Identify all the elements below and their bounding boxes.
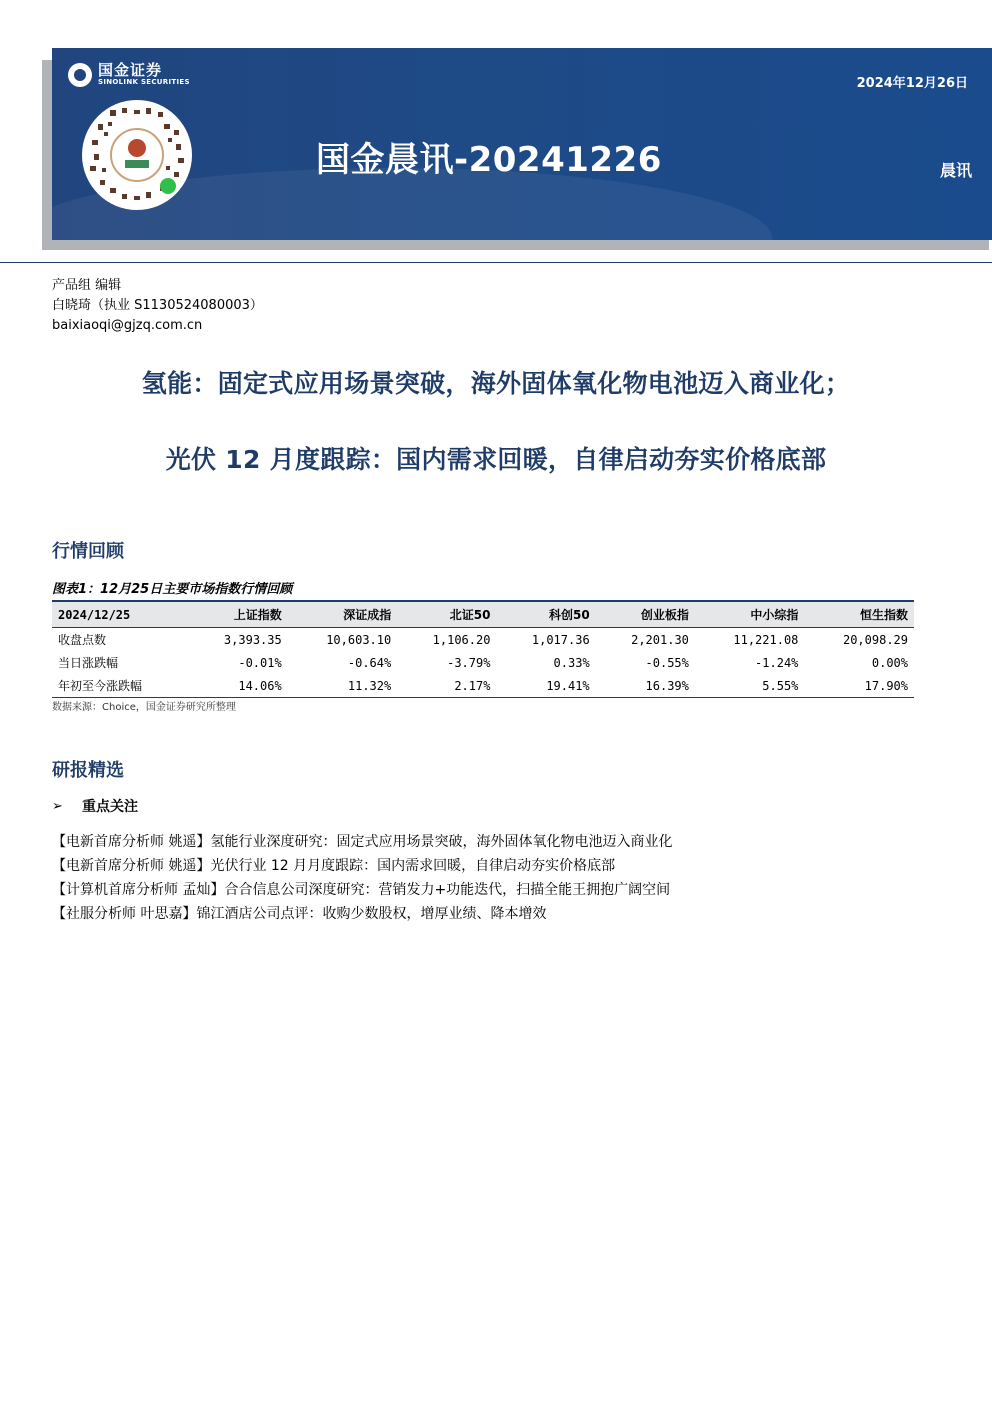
table-cell: 16.39% bbox=[596, 674, 695, 698]
table-cell: 10,603.10 bbox=[326, 632, 392, 647]
list-item[interactable]: 【电新首席分析师 姚遥】氢能行业深度研究：固定式应用场景突破，海外固体氧化物电池迈入商业化 bbox=[52, 834, 673, 850]
row-label: 年初至今涨跌幅 bbox=[52, 674, 189, 698]
table-cell: 19.41% bbox=[496, 674, 595, 698]
table-cell: 17.90% bbox=[804, 674, 914, 698]
column-header: 中小综指 bbox=[695, 601, 805, 628]
column-header: 北证50 bbox=[397, 601, 496, 628]
table-cell: 11.32% bbox=[288, 674, 398, 698]
qr-code-icon bbox=[82, 100, 192, 210]
header-banner bbox=[52, 48, 992, 240]
column-header: 恒生指数 bbox=[804, 601, 914, 628]
column-header: 创业板指 bbox=[596, 601, 695, 628]
focus-label: 重点关注 bbox=[82, 799, 138, 815]
arrow-right-icon: ➢ bbox=[52, 798, 63, 814]
table-row bbox=[52, 651, 914, 674]
logo-mark-icon bbox=[68, 63, 92, 87]
list-item[interactable]: 【计算机首席分析师 孟灿】合合信息公司深度研究：营销发力+功能迭代，扫描全能王拥抱广阔空间 bbox=[52, 882, 671, 898]
table-cell: 20,098.29 bbox=[842, 632, 908, 647]
brand-name-cn: 国金证券 bbox=[98, 61, 163, 79]
table-cell: -0.01% bbox=[238, 655, 282, 670]
list-item[interactable]: 【电新首席分析师 姚遥】光伏行业 12 月月度跟踪：国内需求回暖，自律启动夯实价格底部 bbox=[52, 858, 616, 874]
table-cell: 2.17% bbox=[397, 674, 496, 698]
column-header: 2024/12/25 bbox=[52, 601, 189, 628]
section-title-research: 研报精选 bbox=[52, 760, 124, 781]
list-item[interactable]: 【社服分析师 叶思嘉】锦江酒店公司点评：收购少数股权，增厚业绩、降本增效 bbox=[52, 906, 547, 922]
brand-name-en: SINOLINK SECURITIES bbox=[98, 78, 190, 86]
table-cell: 3,393.35 bbox=[223, 632, 282, 647]
table-row bbox=[52, 628, 914, 652]
section-title-market-review: 行情回顾 bbox=[52, 541, 124, 562]
table-cell: -3.79% bbox=[447, 655, 491, 670]
table-cell: 2,201.30 bbox=[631, 632, 689, 647]
figure-title: 图表1：12月25日主要市场指数行情回顾 bbox=[52, 582, 293, 597]
column-header: 科创50 bbox=[496, 601, 595, 628]
table-cell: 1,106.20 bbox=[432, 632, 491, 647]
focus-heading bbox=[52, 796, 138, 816]
editor-name: 白晓琦（执业 S1130524080003） bbox=[52, 298, 263, 313]
table-cell: 14.06% bbox=[189, 674, 288, 698]
editor-email[interactable]: baixiaoqi@gjzq.com.cn bbox=[52, 318, 203, 333]
table-header-row bbox=[52, 601, 914, 628]
report-date: 2024年12月26日 bbox=[856, 76, 968, 91]
table-row bbox=[52, 674, 914, 698]
table-cell: 5.55% bbox=[695, 674, 805, 698]
market-index-table bbox=[52, 600, 914, 698]
headline-2: 光伏 12 月度跟踪：国内需求回暖，自律启动夯实价格底部 bbox=[165, 445, 827, 474]
report-list bbox=[52, 830, 672, 926]
row-label: 当日涨跌幅 bbox=[58, 656, 119, 670]
table-cell: -1.24% bbox=[755, 655, 799, 670]
table-cell: 1,017.36 bbox=[531, 632, 590, 647]
table-cell: -0.55% bbox=[645, 655, 689, 670]
brand-logo bbox=[68, 62, 190, 87]
report-title: 国金晨讯-20241226 bbox=[316, 140, 662, 180]
report-type: 晨讯 bbox=[939, 161, 972, 180]
table-cell: 11,221.08 bbox=[733, 632, 799, 647]
headline-1: 氢能：固定式应用场景突破，海外固体氧化物电池迈入商业化； bbox=[141, 369, 851, 398]
header-rule bbox=[0, 262, 992, 263]
column-header: 上证指数 bbox=[189, 601, 288, 628]
data-source-note: 数据来源：Choice，国金证券研究所整理 bbox=[52, 702, 236, 713]
table-cell: 0.00% bbox=[871, 655, 908, 670]
column-header: 深证成指 bbox=[288, 601, 398, 628]
editor-info bbox=[52, 276, 263, 336]
table-cell: -0.64% bbox=[347, 655, 392, 670]
table-cell: 0.33% bbox=[553, 655, 590, 670]
row-label: 收盘点数 bbox=[58, 633, 107, 647]
editor-group: 产品组 编辑 bbox=[52, 278, 122, 293]
